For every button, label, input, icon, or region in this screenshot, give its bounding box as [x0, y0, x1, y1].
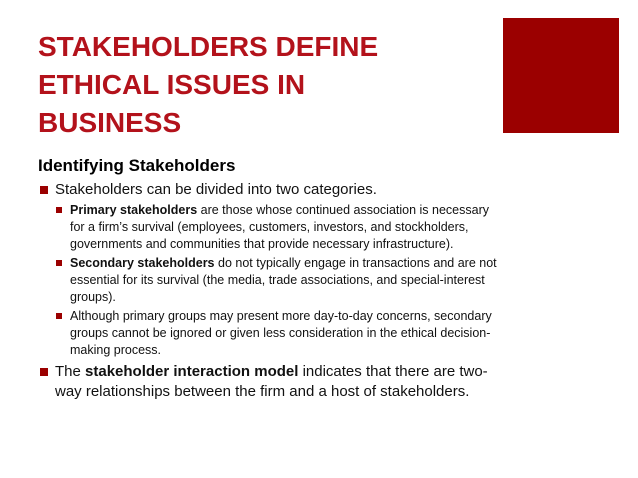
- sub-bullet-item: [56, 308, 498, 359]
- title-line: BUSINESS: [38, 107, 182, 138]
- square-bullet-icon: [40, 368, 48, 376]
- title-line: ETHICAL ISSUES IN: [38, 69, 306, 100]
- bullet-bold-term: stakeholder interaction model: [85, 363, 299, 380]
- bullet-text: Although primary groups may present more day-to-day concerns, secondary groups cannot be ignored or given less consideration in the ethical decision-making process.: [70, 309, 492, 357]
- bullet-text: The: [55, 363, 86, 380]
- bullet-text: do not typically engage in transactions and are not essential for its survival (the media, trade associations, and special-interest groups).: [70, 256, 497, 304]
- square-bullet-icon: [56, 260, 62, 266]
- decorative-red-square: [503, 18, 619, 133]
- bullet-text: are those whose continued association is necessary for a firm’s survival (employees, customers, investors, and stockholders, governments and communities that provide necessary infrastructure).: [70, 203, 489, 251]
- bullet-bold-term: Secondary stakeholders: [70, 256, 215, 270]
- sub-bullet-item: [56, 255, 498, 306]
- bullet-item: [38, 180, 498, 200]
- section-subheading: Identifying Stakeholders: [38, 156, 236, 175]
- square-bullet-icon: [40, 186, 48, 194]
- bullet-bold-term: Primary stakeholders: [70, 203, 198, 217]
- bullet-list: [38, 180, 498, 402]
- sub-bullet-item: [56, 202, 498, 253]
- bullet-item: [38, 362, 498, 402]
- slide-title: [38, 28, 488, 142]
- bullet-text: indicates that there are two-way relationships between the firm and a host of stakeholders.: [55, 363, 488, 400]
- title-line: STAKEHOLDERS DEFINE: [38, 31, 379, 62]
- square-bullet-icon: [56, 313, 62, 319]
- square-bullet-icon: [56, 207, 62, 213]
- bullet-text: Stakeholders can be divided into two categories.: [55, 181, 377, 198]
